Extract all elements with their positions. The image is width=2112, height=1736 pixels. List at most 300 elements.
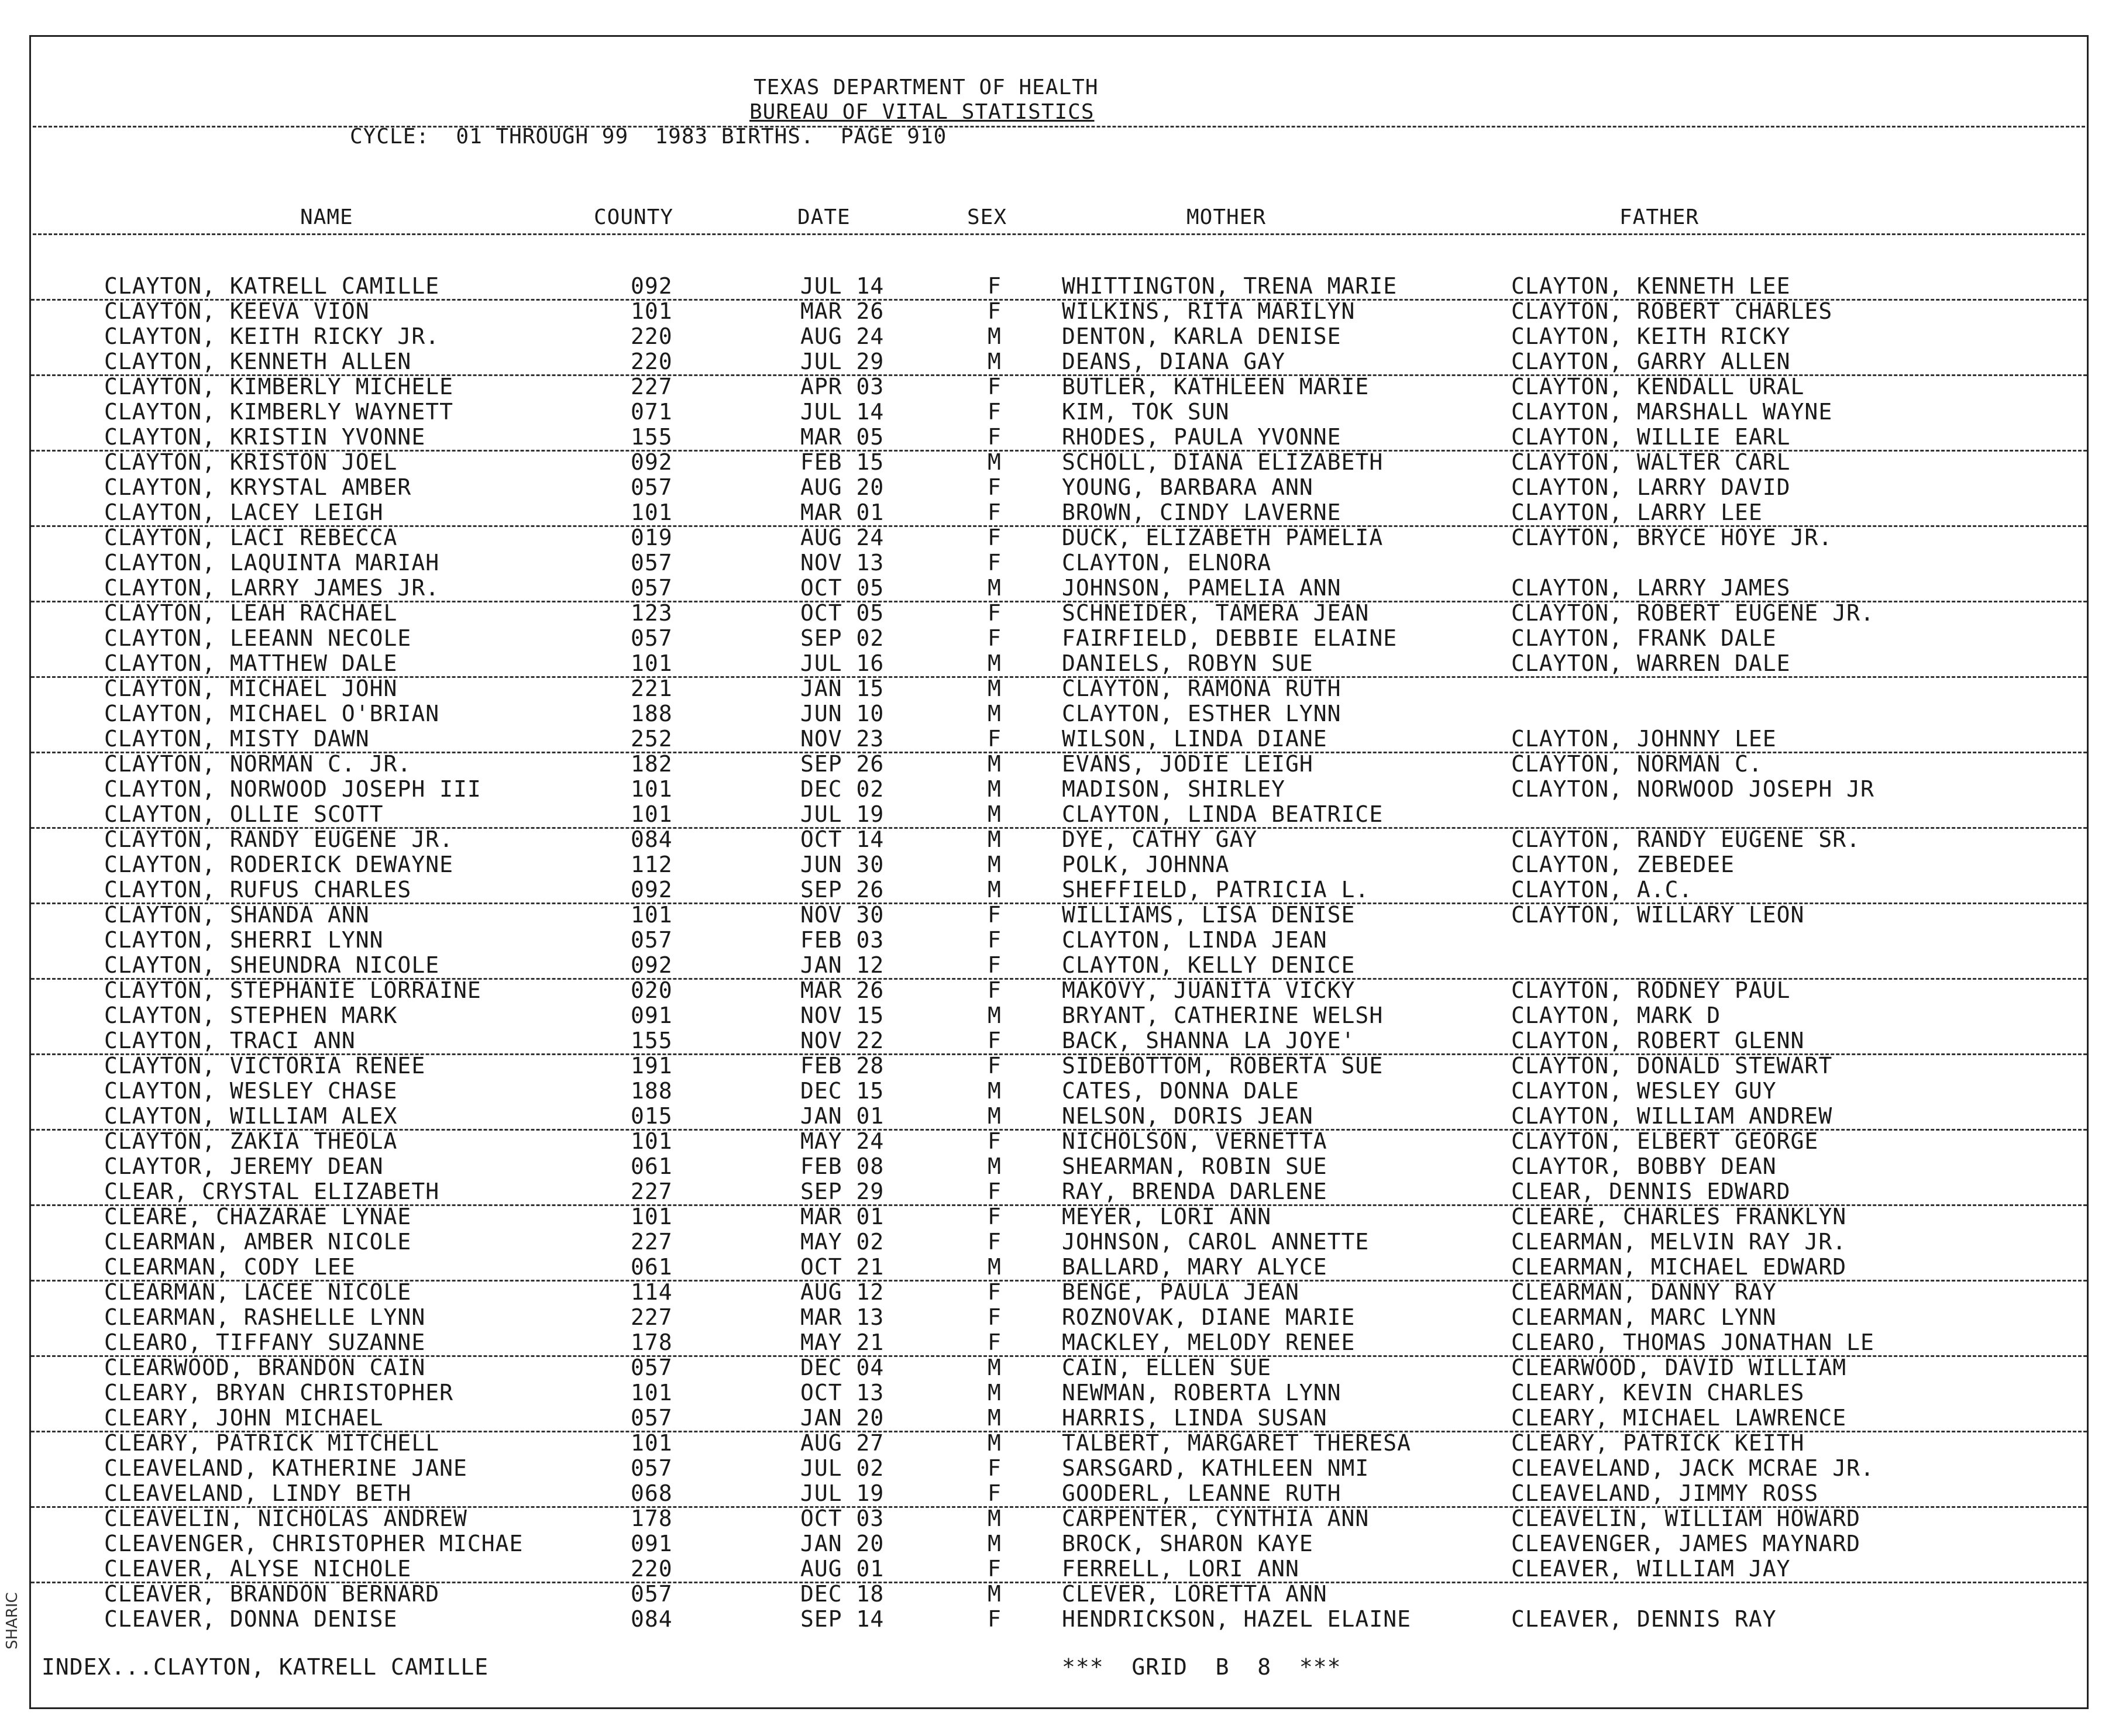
- record-mother: CARPENTER, CYNTHIA ANN: [1062, 1506, 1370, 1531]
- table-row: [31, 726, 2087, 753]
- record-mother: CLAYTON, KELLY DENICE: [1062, 952, 1356, 978]
- record-county: 084: [631, 826, 673, 852]
- record-sex: F: [988, 525, 1002, 550]
- record-sex: F: [988, 1556, 1002, 1582]
- table-row: [31, 1607, 2087, 1632]
- table-row: [31, 1229, 2087, 1255]
- record-county: 101: [631, 1380, 673, 1406]
- table-row: [31, 550, 2087, 576]
- record-county: 057: [631, 927, 673, 953]
- record-date: OCT 14: [800, 826, 885, 852]
- record-date: AUG 24: [800, 525, 885, 550]
- record-county: 071: [631, 399, 673, 425]
- record-county: 188: [631, 701, 673, 726]
- record-name: CLEARMAN, CODY LEE: [104, 1254, 356, 1280]
- record-sex: F: [988, 1028, 1002, 1053]
- side-label: SHARIC: [4, 1592, 21, 1649]
- record-mother: CLEVER, LORETTA ANN: [1062, 1581, 1327, 1607]
- record-county: 227: [631, 1229, 673, 1255]
- record-mother: MEYER, LORI ANN: [1062, 1204, 1272, 1229]
- header-bureau: BUREAU OF VITAL STATISTICS: [749, 100, 1095, 124]
- record-name: CLAYTON, NORWOOD JOSEPH III: [104, 776, 481, 802]
- record-name: CLAYTON, KRYSTAL AMBER: [104, 474, 412, 500]
- table-row: [31, 1053, 2087, 1079]
- record-date: SEP 26: [800, 751, 885, 777]
- table-row: [31, 299, 2087, 324]
- record-mother: WHITTINGTON, TRENA MARIE: [1062, 273, 1398, 299]
- record-father: CLAYTON, GARRY ALLEN: [1511, 349, 1791, 374]
- record-name: CLAYTON, LACI REBECCA: [104, 525, 398, 550]
- record-mother: DANIELS, ROBYN SUE: [1062, 650, 1313, 676]
- record-father: CLAYTON, MARSHALL WAYNE: [1511, 399, 1833, 425]
- record-county: 220: [631, 349, 673, 374]
- record-date: FEB 28: [800, 1053, 885, 1079]
- record-county: 061: [631, 1254, 673, 1280]
- record-name: CLAYTON, MATTHEW DALE: [104, 650, 398, 676]
- table-row: [31, 601, 2087, 626]
- record-mother: CLAYTON, RAMONA RUTH: [1062, 676, 1342, 701]
- record-name: CLAYTON, LEAH RACHAEL: [104, 600, 398, 626]
- record-father: CLEARY, MICHAEL LAWRENCE: [1511, 1405, 1847, 1431]
- record-father: CLEARWOOD, DAVID WILLIAM: [1511, 1355, 1847, 1380]
- table-row: [31, 1531, 2087, 1556]
- table-row: [31, 1154, 2087, 1179]
- record-date: MAR 01: [800, 1204, 885, 1229]
- record-father: CLEAVELAND, JIMMY ROSS: [1511, 1480, 1819, 1506]
- record-mother: HENDRICKSON, HAZEL ELAINE: [1062, 1606, 1411, 1632]
- record-date: MAY 02: [800, 1229, 885, 1255]
- record-father: CLEARY, KEVIN CHARLES: [1511, 1380, 1805, 1406]
- report-frame: [29, 35, 2089, 1709]
- record-county: 068: [631, 1480, 673, 1506]
- table-row: [31, 1506, 2087, 1531]
- record-mother: WILKINS, RITA MARILYN: [1062, 298, 1356, 324]
- record-sex: M: [988, 1531, 1002, 1556]
- record-mother: BUTLER, KATHLEEN MARIE: [1062, 374, 1370, 399]
- record-date: JUN 30: [800, 852, 885, 877]
- record-father: CLAYTON, NORMAN C.: [1511, 751, 1763, 777]
- record-county: 092: [631, 449, 673, 475]
- table-row: [31, 701, 2087, 726]
- record-mother: NELSON, DORIS JEAN: [1062, 1103, 1313, 1129]
- record-name: CLAYTON, NORMAN C. JR.: [104, 751, 412, 777]
- table-row: [31, 1003, 2087, 1028]
- record-father: CLAYTON, WILLIE EARL: [1511, 424, 1791, 450]
- record-sex: M: [988, 1355, 1002, 1380]
- record-mother: BALLARD, MARY ALYCE: [1062, 1254, 1327, 1280]
- col-header-mother: MOTHER: [1186, 205, 1267, 229]
- record-sex: F: [988, 1128, 1002, 1154]
- record-mother: GOODERL, LEANNE RUTH: [1062, 1480, 1342, 1506]
- record-name: CLAYTON, LARRY JAMES JR.: [104, 575, 440, 601]
- table-row: [31, 425, 2087, 452]
- record-mother: SCHNEIDER, TAMERA JEAN: [1062, 600, 1370, 626]
- table-row: [31, 1079, 2087, 1104]
- record-sex: M: [988, 1153, 1002, 1179]
- record-mother: MADISON, SHIRLEY: [1062, 776, 1286, 802]
- record-sex: M: [988, 776, 1002, 802]
- record-county: 188: [631, 1078, 673, 1104]
- record-name: CLEAVENGER, CHRISTOPHER MICHAE: [104, 1531, 524, 1556]
- record-father: CLEARY, PATRICK KEITH: [1511, 1430, 1805, 1456]
- record-sex: M: [988, 650, 1002, 676]
- record-father: CLAYTON, DONALD STEWART: [1511, 1053, 1833, 1079]
- record-mother: CLAYTON, LINDA JEAN: [1062, 927, 1327, 953]
- table-row: [31, 274, 2087, 301]
- record-father: CLAYTON, ROBERT GLENN: [1511, 1028, 1805, 1053]
- table-row: [31, 1129, 2087, 1154]
- record-county: 101: [631, 500, 673, 525]
- record-mother: WILSON, LINDA DIANE: [1062, 726, 1327, 752]
- record-mother: DUCK, ELIZABETH PAMELIA: [1062, 525, 1384, 550]
- record-county: 057: [631, 1455, 673, 1481]
- record-date: JAN 20: [800, 1405, 885, 1431]
- record-county: 101: [631, 801, 673, 827]
- record-mother: NEWMAN, ROBERTA LYNN: [1062, 1380, 1342, 1406]
- record-mother: FAIRFIELD, DEBBIE ELAINE: [1062, 625, 1398, 651]
- record-date: FEB 03: [800, 927, 885, 953]
- record-county: 092: [631, 273, 673, 299]
- record-sex: M: [988, 676, 1002, 701]
- record-date: NOV 22: [800, 1028, 885, 1053]
- record-sex: F: [988, 500, 1002, 525]
- table-row: [31, 349, 2087, 376]
- record-mother: CLAYTON, LINDA BEATRICE: [1062, 801, 1384, 827]
- table-row: [31, 752, 2087, 777]
- record-date: JUL 14: [800, 273, 885, 299]
- table-row: [31, 1431, 2087, 1456]
- table-row: [31, 1406, 2087, 1432]
- record-date: JAN 01: [800, 1103, 885, 1129]
- table-row: [31, 1179, 2087, 1206]
- record-name: CLAYTON, LACEY LEIGH: [104, 500, 384, 525]
- record-date: DEC 15: [800, 1078, 885, 1104]
- record-county: 227: [631, 1179, 673, 1204]
- record-sex: M: [988, 349, 1002, 374]
- table-row: [31, 475, 2087, 500]
- record-name: CLEAR, CRYSTAL ELIZABETH: [104, 1179, 440, 1204]
- record-name: CLEARMAN, RASHELLE LYNN: [104, 1304, 426, 1330]
- record-father: CLAYTON, ELBERT GEORGE: [1511, 1128, 1819, 1154]
- record-father: CLEARE, CHARLES FRANKLYN: [1511, 1204, 1847, 1229]
- record-date: MAR 13: [800, 1304, 885, 1330]
- record-father: CLAYTON, NORWOOD JOSEPH JR: [1511, 776, 1874, 802]
- record-father: CLAYTON, KEITH RICKY: [1511, 323, 1791, 349]
- record-county: 092: [631, 877, 673, 903]
- record-father: CLEAVELAND, JACK MCRAE JR.: [1511, 1455, 1874, 1481]
- record-county: 057: [631, 575, 673, 601]
- record-mother: SIDEBOTTOM, ROBERTA SUE: [1062, 1053, 1384, 1079]
- record-sex: M: [988, 1103, 1002, 1129]
- record-father: CLAYTON, RODNEY PAUL: [1511, 977, 1791, 1003]
- record-name: CLAYTON, LAQUINTA MARIAH: [104, 550, 440, 576]
- record-name: CLAYTON, KRISTON JOEL: [104, 449, 398, 475]
- record-county: 112: [631, 852, 673, 877]
- record-date: MAR 26: [800, 298, 885, 324]
- record-father: CLEAR, DENNIS EDWARD: [1511, 1179, 1791, 1204]
- record-sex: M: [988, 1581, 1002, 1607]
- record-sex: M: [988, 701, 1002, 726]
- record-mother: NICHOLSON, VERNETTA: [1062, 1128, 1327, 1154]
- record-sex: M: [988, 801, 1002, 827]
- record-date: SEP 02: [800, 625, 885, 651]
- record-sex: F: [988, 625, 1002, 651]
- record-name: CLEARO, TIFFANY SUZANNE: [104, 1329, 426, 1355]
- record-sex: F: [988, 1480, 1002, 1506]
- record-county: 114: [631, 1279, 673, 1305]
- record-name: CLEARY, BRYAN CHRISTOPHER: [104, 1380, 453, 1406]
- record-father: CLAYTON, LARRY DAVID: [1511, 474, 1791, 500]
- record-mother: SHEFFIELD, PATRICIA L.: [1062, 877, 1370, 903]
- record-date: DEC 18: [800, 1581, 885, 1607]
- table-row: [31, 651, 2087, 678]
- record-name: CLAYTON, OLLIE SCOTT: [104, 801, 384, 827]
- record-father: CLAYTON, A.C.: [1511, 877, 1693, 903]
- record-county: 221: [631, 676, 673, 701]
- record-sex: F: [988, 1053, 1002, 1079]
- record-father: CLAYTON, WILLIAM ANDREW: [1511, 1103, 1833, 1129]
- record-county: 057: [631, 1355, 673, 1380]
- record-mother: TALBERT, MARGARET THERESA: [1062, 1430, 1411, 1456]
- col-header-father: FATHER: [1619, 205, 1700, 229]
- record-date: MAY 21: [800, 1329, 885, 1355]
- record-date: FEB 15: [800, 449, 885, 475]
- record-sex: M: [988, 575, 1002, 601]
- record-sex: F: [988, 952, 1002, 978]
- record-name: CLEAVELAND, LINDY BETH: [104, 1480, 412, 1506]
- record-mother: CAIN, ELLEN SUE: [1062, 1355, 1272, 1380]
- record-sex: F: [988, 424, 1002, 450]
- record-name: CLAYTOR, JEREMY DEAN: [104, 1153, 384, 1179]
- record-sex: F: [988, 902, 1002, 928]
- record-county: 182: [631, 751, 673, 777]
- col-header-date: DATE: [797, 205, 851, 229]
- record-date: JUL 19: [800, 801, 885, 827]
- record-name: CLAYTON, RUFUS CHARLES: [104, 877, 412, 903]
- record-sex: F: [988, 1179, 1002, 1204]
- record-county: 220: [631, 1556, 673, 1582]
- record-sex: F: [988, 273, 1002, 299]
- record-mother: JOHNSON, PAMELIA ANN: [1062, 575, 1342, 601]
- record-mother: CATES, DONNA DALE: [1062, 1078, 1299, 1104]
- record-sex: M: [988, 1405, 1002, 1431]
- record-mother: BROCK, SHARON KAYE: [1062, 1531, 1313, 1556]
- record-county: 227: [631, 374, 673, 399]
- record-name: CLEAVER, DONNA DENISE: [104, 1606, 398, 1632]
- record-mother: SARSGARD, KATHLEEN NMI: [1062, 1455, 1370, 1481]
- record-county: 019: [631, 525, 673, 550]
- record-name: CLEAVER, ALYSE NICHOLE: [104, 1556, 412, 1582]
- record-date: DEC 04: [800, 1355, 885, 1380]
- record-sex: F: [988, 474, 1002, 500]
- record-sex: M: [988, 852, 1002, 877]
- table-row: [31, 1380, 2087, 1406]
- record-father: CLAYTON, LARRY LEE: [1511, 500, 1763, 525]
- table-row: [31, 1330, 2087, 1357]
- record-county: 252: [631, 726, 673, 752]
- record-date: FEB 08: [800, 1153, 885, 1179]
- record-name: CLAYTON, WILLIAM ALEX: [104, 1103, 398, 1129]
- record-mother: KIM, TOK SUN: [1062, 399, 1230, 425]
- record-father: CLAYTON, KENNETH LEE: [1511, 273, 1791, 299]
- record-mother: CLAYTON, ELNORA: [1062, 550, 1272, 576]
- record-father: CLEAVELIN, WILLIAM HOWARD: [1511, 1506, 1860, 1531]
- record-sex: F: [988, 298, 1002, 324]
- record-date: SEP 29: [800, 1179, 885, 1204]
- record-date: JAN 15: [800, 676, 885, 701]
- table-row: [31, 852, 2087, 877]
- record-sex: M: [988, 1506, 1002, 1531]
- col-header-sex: SEX: [967, 205, 1007, 229]
- record-date: OCT 13: [800, 1380, 885, 1406]
- record-county: 091: [631, 1531, 673, 1556]
- table-row: [31, 1481, 2087, 1508]
- record-county: 101: [631, 1128, 673, 1154]
- record-name: CLAYTON, STEPHEN MARK: [104, 1003, 398, 1028]
- record-sex: F: [988, 550, 1002, 576]
- record-sex: F: [988, 1606, 1002, 1632]
- record-date: MAY 24: [800, 1128, 885, 1154]
- record-father: CLEARMAN, MARC LYNN: [1511, 1304, 1777, 1330]
- record-sex: M: [988, 1430, 1002, 1456]
- record-mother: RAY, BRENDA DARLENE: [1062, 1179, 1327, 1204]
- table-row: [31, 978, 2087, 1003]
- table-row: [31, 877, 2087, 904]
- record-date: JUN 10: [800, 701, 885, 726]
- table-row: [31, 802, 2087, 829]
- record-date: MAR 26: [800, 977, 885, 1003]
- col-header-name: NAME: [300, 205, 353, 229]
- record-mother: WILLIAMS, LISA DENISE: [1062, 902, 1356, 928]
- record-date: DEC 02: [800, 776, 885, 802]
- record-mother: DENTON, KARLA DENISE: [1062, 323, 1342, 349]
- record-father: CLEARO, THOMAS JONATHAN LE: [1511, 1329, 1874, 1355]
- table-row: [31, 903, 2087, 928]
- record-name: CLEARY, JOHN MICHAEL: [104, 1405, 384, 1431]
- record-county: 220: [631, 323, 673, 349]
- record-father: CLAYTON, WILLARY LEON: [1511, 902, 1805, 928]
- record-name: CLAYTON, MICHAEL JOHN: [104, 676, 398, 701]
- record-mother: BROWN, CINDY LAVERNE: [1062, 500, 1342, 525]
- record-father: CLAYTON, JOHNNY LEE: [1511, 726, 1777, 752]
- record-name: CLAYTON, WESLEY CHASE: [104, 1078, 398, 1104]
- record-mother: CLAYTON, ESTHER LYNN: [1062, 701, 1342, 726]
- record-sex: F: [988, 1455, 1002, 1481]
- record-sex: M: [988, 1078, 1002, 1104]
- record-sex: F: [988, 1204, 1002, 1229]
- record-mother: POLK, JOHNNA: [1062, 852, 1230, 877]
- record-father: CLEARMAN, MELVIN RAY JR.: [1511, 1229, 1847, 1255]
- record-sex: M: [988, 449, 1002, 475]
- record-county: 091: [631, 1003, 673, 1028]
- record-county: 015: [631, 1103, 673, 1129]
- record-name: CLAYTON, SHERRI LYNN: [104, 927, 384, 953]
- col-header-county: COUNTY: [594, 205, 674, 229]
- record-name: CLAYTON, MISTY DAWN: [104, 726, 370, 752]
- record-county: 101: [631, 298, 673, 324]
- record-father: CLAYTON, ROBERT CHARLES: [1511, 298, 1833, 324]
- record-name: CLAYTON, RANDY EUGENE JR.: [104, 826, 453, 852]
- record-mother: SCHOLL, DIANA ELIZABETH: [1062, 449, 1384, 475]
- record-father: CLEAVER, DENNIS RAY: [1511, 1606, 1777, 1632]
- record-name: CLAYTON, KATRELL CAMILLE: [104, 273, 440, 299]
- record-sex: F: [988, 726, 1002, 752]
- record-county: 057: [631, 625, 673, 651]
- record-date: NOV 23: [800, 726, 885, 752]
- record-name: CLAYTON, KRISTIN YVONNE: [104, 424, 426, 450]
- record-name: CLAYTON, STEPHANIE LORRAINE: [104, 977, 481, 1003]
- record-sex: M: [988, 323, 1002, 349]
- header-cycle: CYCLE: 01 THROUGH 99 1983 BIRTHS. PAGE 910: [350, 125, 947, 149]
- record-sex: F: [988, 1229, 1002, 1255]
- table-row: [31, 324, 2087, 349]
- record-date: AUG 12: [800, 1279, 885, 1305]
- record-mother: HARRIS, LINDA SUSAN: [1062, 1405, 1327, 1431]
- record-sex: M: [988, 877, 1002, 903]
- record-county: 084: [631, 1606, 673, 1632]
- record-date: SEP 14: [800, 1606, 885, 1632]
- table-row: [31, 500, 2087, 527]
- record-father: CLAYTON, MARK D: [1511, 1003, 1721, 1028]
- record-sex: F: [988, 927, 1002, 953]
- record-date: MAR 05: [800, 424, 885, 450]
- record-county: 155: [631, 424, 673, 450]
- header-title: TEXAS DEPARTMENT OF HEALTH: [754, 75, 1099, 99]
- table-row: [31, 399, 2087, 425]
- footer-grid: *** GRID B 8 ***: [1062, 1654, 1342, 1680]
- record-date: OCT 03: [800, 1506, 885, 1531]
- record-date: JUL 16: [800, 650, 885, 676]
- record-date: JUL 14: [800, 399, 885, 425]
- record-mother: BACK, SHANNA LA JOYE': [1062, 1028, 1356, 1053]
- record-sex: F: [988, 1304, 1002, 1330]
- record-mother: FERRELL, LORI ANN: [1062, 1556, 1299, 1582]
- record-date: AUG 01: [800, 1556, 885, 1582]
- record-county: 101: [631, 776, 673, 802]
- record-mother: JOHNSON, CAROL ANNETTE: [1062, 1229, 1370, 1255]
- table-row: [31, 525, 2087, 550]
- record-sex: M: [988, 1003, 1002, 1028]
- record-father: CLEAVENGER, JAMES MAYNARD: [1511, 1531, 1860, 1556]
- record-county: 178: [631, 1506, 673, 1531]
- record-county: 101: [631, 902, 673, 928]
- record-mother: BENGE, PAULA JEAN: [1062, 1279, 1299, 1305]
- record-sex: M: [988, 751, 1002, 777]
- record-county: 061: [631, 1153, 673, 1179]
- record-county: 123: [631, 600, 673, 626]
- record-county: 092: [631, 952, 673, 978]
- table-row: [31, 928, 2087, 953]
- record-name: CLEAVELAND, KATHERINE JANE: [104, 1455, 467, 1481]
- table-row: [31, 1204, 2087, 1229]
- record-name: CLEARE, CHAZARAE LYNAE: [104, 1204, 412, 1229]
- record-name: CLEAVELIN, NICHOLAS ANDREW: [104, 1506, 467, 1531]
- table-row: [31, 1456, 2087, 1481]
- record-mother: ROZNOVAK, DIANE MARIE: [1062, 1304, 1356, 1330]
- table-row: [31, 953, 2087, 980]
- record-date: OCT 05: [800, 600, 885, 626]
- record-father: CLAYTON, BRYCE HOYE JR.: [1511, 525, 1833, 550]
- record-name: CLAYTON, RODERICK DEWAYNE: [104, 852, 453, 877]
- record-date: JAN 20: [800, 1531, 885, 1556]
- record-county: 057: [631, 1405, 673, 1431]
- table-row: [31, 626, 2087, 651]
- record-mother: SHEARMAN, ROBIN SUE: [1062, 1153, 1327, 1179]
- record-name: CLAYTON, VICTORIA RENEE: [104, 1053, 426, 1079]
- record-sex: M: [988, 1380, 1002, 1406]
- record-father: CLEARMAN, MICHAEL EDWARD: [1511, 1254, 1847, 1280]
- record-county: 057: [631, 474, 673, 500]
